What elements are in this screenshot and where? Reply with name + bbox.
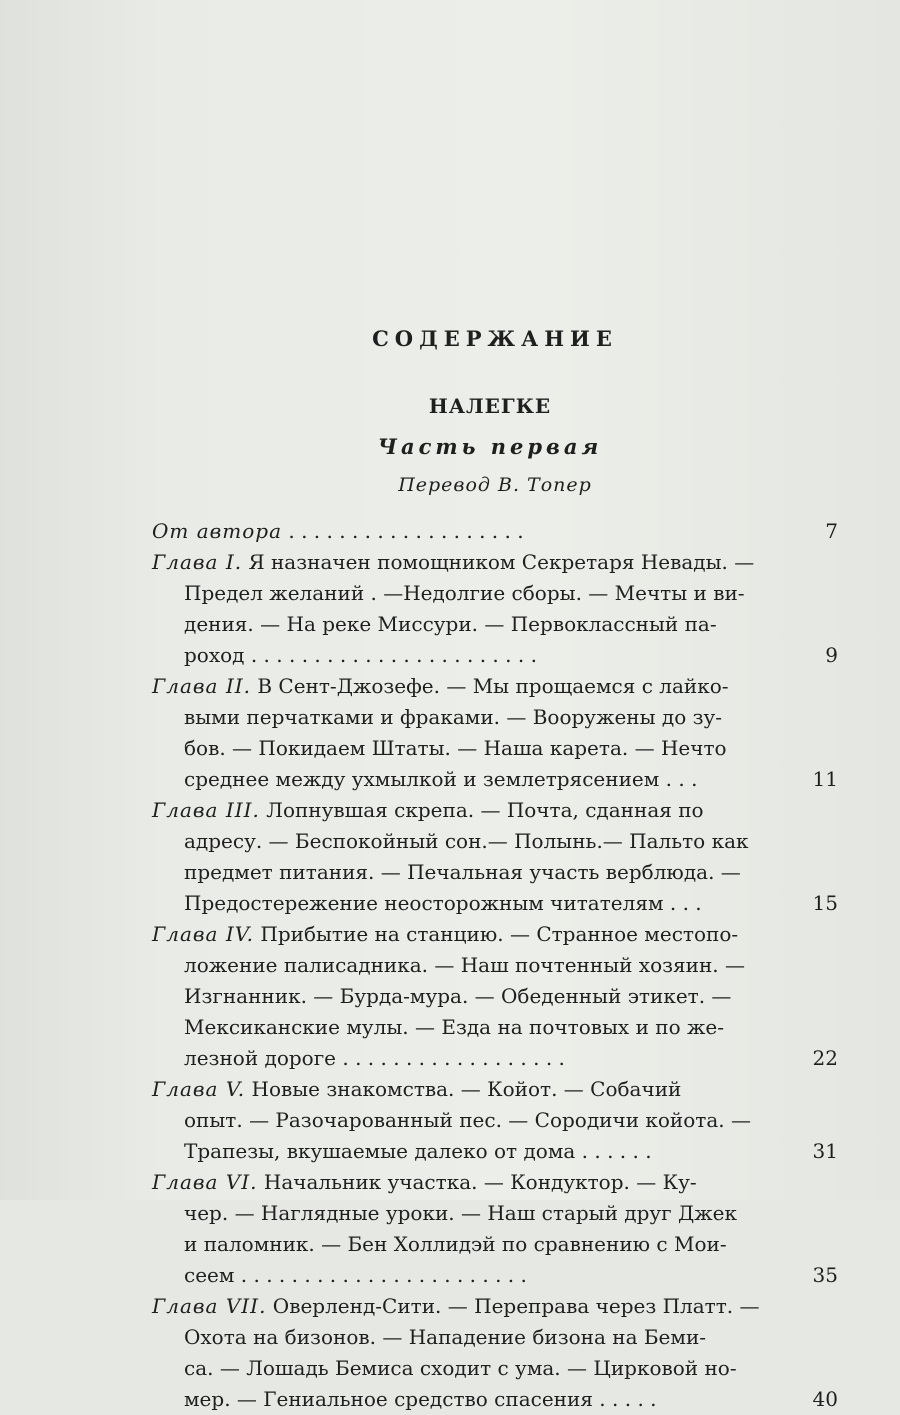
- toc-line: [0, 857, 900, 888]
- chapter-summary-text: Новые знакомства. — Койот. — Собачий: [245, 1077, 682, 1101]
- chapter-label: Глава I.: [152, 550, 243, 574]
- translator-credit: Перевод В. Топер: [398, 474, 592, 496]
- chapter-summary-text: и паломник. — Бен Холлидэй по сравнению с Мои-: [184, 1232, 727, 1256]
- page-number: 22: [812, 1046, 838, 1070]
- page-number: 40: [812, 1387, 838, 1411]
- toc-line: [0, 1105, 900, 1136]
- chapter-summary-text: . . . . . . . . . . . . . . . . . . .: [282, 519, 524, 543]
- chapter-label: От автора: [152, 519, 283, 543]
- toc-line: [0, 1322, 900, 1353]
- chapter-summary-text: опыт. — Разочарованный пес. — Сородичи койота. —: [184, 1108, 751, 1132]
- chapter-summary-text: Начальник участка. — Кондуктор. — Ку-: [257, 1170, 697, 1194]
- chapter-label: Глава IV.: [152, 922, 255, 946]
- chapter-summary-text: Предел желаний . —Недолгие сборы. — Мечты и ви-: [184, 581, 745, 605]
- book-title: НАЛЕГКЕ: [428, 394, 552, 418]
- toc-line: [0, 1012, 900, 1043]
- page-number: 15: [812, 891, 838, 915]
- chapter-summary-text: адресу. — Беспокойный сон.— Полынь.— Пальто как: [184, 829, 749, 853]
- toc-line: [0, 702, 900, 733]
- chapter-summary-text: Трапезы, вкушаемые далеко от дома . . . . . .: [184, 1139, 652, 1163]
- chapter-summary-text: лезной дороге . . . . . . . . . . . . . . . . . .: [184, 1046, 565, 1070]
- toc-line: [0, 795, 900, 826]
- toc-line: [0, 547, 900, 578]
- chapter-summary-text: Лопнувшая скрепа. — Почта, сданная по: [259, 798, 704, 822]
- toc-entry: [0, 547, 900, 671]
- toc-line: [0, 919, 900, 950]
- chapter-summary-text: дения. — На реке Миссури. — Первоклассный па-: [184, 612, 717, 636]
- toc-entry: [0, 919, 900, 1074]
- chapter-label: Глава III.: [152, 798, 260, 822]
- chapter-summary-text: Изгнанник. — Бурда-мура. — Обеденный этикет. —: [184, 984, 732, 1008]
- chapter-summary-text: В Сент-Джозефе. — Мы прощаемся с лайко-: [250, 674, 729, 698]
- toc-line: [0, 1074, 900, 1105]
- toc-line: [0, 1384, 900, 1415]
- toc-line: [0, 950, 900, 981]
- part-title: Часть первая: [377, 434, 603, 459]
- contents-heading: СОДЕРЖАНИЕ: [372, 326, 618, 351]
- chapter-label: Глава VII.: [152, 1294, 267, 1318]
- chapter-summary-text: чер. — Наглядные уроки. — Наш старый друг Джек: [184, 1201, 737, 1225]
- chapter-summary-text: предмет питания. — Печальная участь верблюда. —: [184, 860, 741, 884]
- chapter-summary-text: Мексиканские мулы. — Езда на почтовых и по же-: [184, 1015, 724, 1039]
- toc-line: [0, 1229, 900, 1260]
- page-number: 35: [812, 1263, 838, 1287]
- toc-line: [0, 888, 900, 919]
- page-number: 7: [825, 519, 838, 543]
- toc-line: [0, 1198, 900, 1229]
- table-of-contents: [0, 516, 900, 1415]
- chapter-summary-text: роход . . . . . . . . . . . . . . . . . . . . . . .: [184, 643, 537, 667]
- toc-line: [0, 516, 900, 547]
- toc-entry: [0, 795, 900, 919]
- chapter-summary-text: Охота на бизонов. — Нападение бизона на Беми-: [184, 1325, 707, 1349]
- toc-line: [0, 1353, 900, 1384]
- chapter-summary-text: мер. — Гениальное средство спасения . . . . .: [184, 1387, 657, 1411]
- chapter-label: Глава II.: [152, 674, 251, 698]
- bleed-through-text: [0, 0, 900, 300]
- toc-line: [0, 1136, 900, 1167]
- toc-line: [0, 764, 900, 795]
- chapter-summary-text: ложение палисадника. — Наш почтенный хозяин. —: [184, 953, 746, 977]
- toc-entry: [0, 1167, 900, 1291]
- chapter-summary-text: сеем . . . . . . . . . . . . . . . . . . . . . . .: [184, 1263, 527, 1287]
- toc-line: [0, 981, 900, 1012]
- chapter-label: Глава V.: [152, 1077, 246, 1101]
- page-number: 31: [812, 1139, 838, 1163]
- chapter-summary-text: Предостережение неосторожным читателям . . .: [184, 891, 702, 915]
- chapter-summary-text: Я назначен помощником Секретаря Невады. —: [242, 550, 755, 574]
- chapter-summary-text: са. — Лошадь Бемиса сходит с ума. — Цирковой но-: [184, 1356, 737, 1380]
- toc-line: [0, 640, 900, 671]
- toc-entry: [0, 671, 900, 795]
- toc-line: [0, 826, 900, 857]
- toc-line: [0, 1260, 900, 1291]
- toc-line: [0, 671, 900, 702]
- toc-entry: [0, 1074, 900, 1167]
- toc-line: [0, 1291, 900, 1322]
- chapter-summary-text: Прибытие на станцию. — Странное местопо-: [254, 922, 739, 946]
- page-number: 9: [825, 643, 838, 667]
- chapter-summary-text: среднее между ухмылкой и землетрясением . . .: [184, 767, 698, 791]
- toc-line: [0, 1167, 900, 1198]
- page-number: 11: [812, 767, 838, 791]
- toc-entry: [0, 516, 900, 547]
- toc-line: [0, 578, 900, 609]
- toc-line: [0, 609, 900, 640]
- chapter-summary-text: выми перчатками и фраками. — Вооружены до зу-: [184, 705, 723, 729]
- chapter-label: Глава VI.: [152, 1170, 258, 1194]
- toc-line: [0, 733, 900, 764]
- toc-line: [0, 1043, 900, 1074]
- chapter-summary-text: Оверленд-Сити. — Переправа через Платт. —: [266, 1294, 760, 1318]
- toc-entry: [0, 1291, 900, 1415]
- chapter-summary-text: бов. — Покидаем Штаты. — Наша карета. — Нечто: [184, 736, 727, 760]
